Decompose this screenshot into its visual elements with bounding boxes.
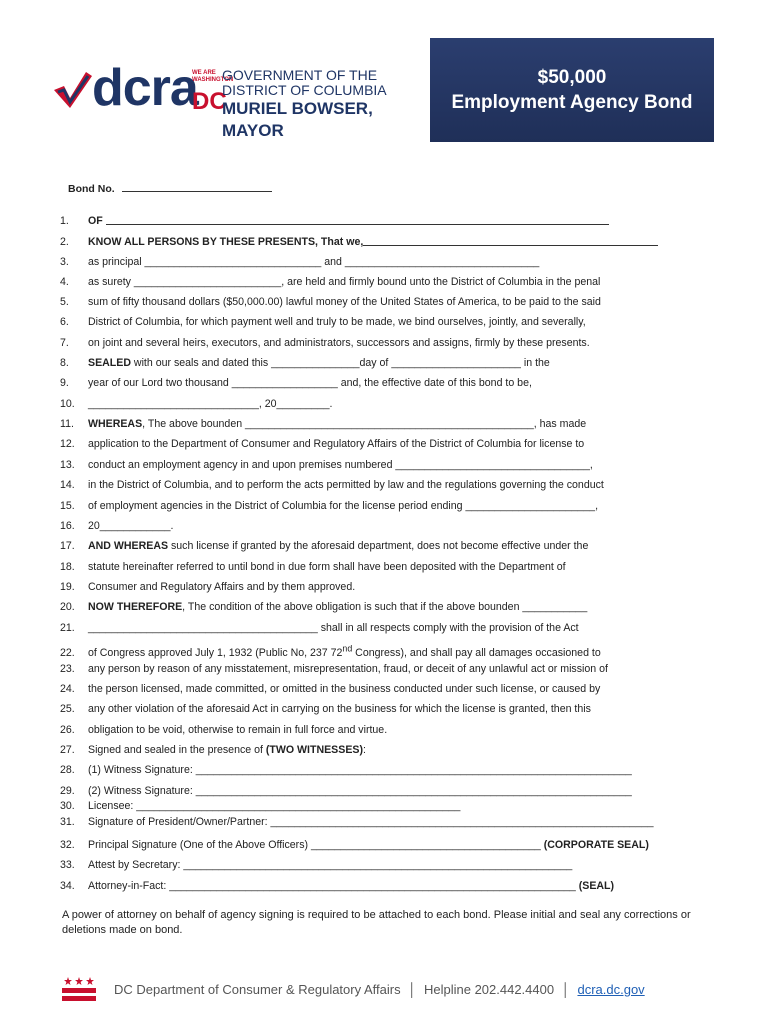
line-number: 27. [60, 744, 75, 756]
bond-line [60, 255, 539, 269]
line-text: any other violation of the aforesaid Act in carrying on the business for which the license is granted, then this [88, 703, 591, 715]
footer-text: DC Department of Consumer & Regulatory Affairs │ Helpline 202.442.4400 │ dcra.dc.gov [114, 982, 645, 997]
dc-mark: DC [192, 88, 227, 115]
line-text: obligation to be void, otherwise to remain in full force and virtue. [88, 724, 388, 736]
bond-line [60, 560, 566, 574]
line-number: 22. [60, 646, 75, 659]
bond-line [60, 763, 632, 777]
bond-line [60, 621, 579, 635]
line-text: _____________________________, 20_________. [88, 398, 333, 410]
line-text: Principal Signature (One of the Above Officers) _______________________________________ (CORPORATE SEAL) [88, 839, 649, 851]
line-number: 3. [60, 256, 69, 268]
mayor-line: MURIEL BOWSER, MAYOR [222, 99, 373, 140]
line-text: WHEREAS, The above bounden _________________________________________________, has made [88, 418, 587, 430]
line-text: sum of fifty thousand dollars ($50,000.00) lawful money of the United States of America, to be paid to the said [88, 296, 601, 308]
we-are-washington-mark: WE ARE WASHINGTON [192, 70, 234, 83]
line-text: (1) Witness Signature: __________________________________________________________________________ [88, 764, 632, 776]
line-text: NOW THEREFORE, The condition of the above obligation is such that if the above bounden ___________ [88, 601, 588, 613]
line-text: Licensee: _______________________________________________________ [88, 800, 461, 812]
line-number: 6. [60, 316, 69, 328]
line-number: 30. [60, 800, 75, 812]
checkmark-logo-icon [52, 68, 92, 110]
line-number: 13. [60, 459, 75, 471]
line-number: 1. [60, 215, 69, 227]
line-number: 34. [60, 880, 75, 892]
line-number: 2. [60, 236, 69, 248]
line-text: of employment agencies in the District of Columbia for the license period ending ______________________, [88, 500, 599, 512]
line-text: (2) Witness Signature: __________________________________________________________________________ [88, 785, 632, 797]
bond-line [60, 641, 601, 660]
gov-line-1: GOVERNMENT OF THE [222, 67, 378, 83]
line-text: year of our Lord two thousand __________________ and, the effective date of this bond to be, [88, 377, 532, 389]
line-text: Attorney-in-Fact: _____________________________________________________________________ (SEAL) [88, 880, 615, 892]
footer-helpline: Helpline 202.442.4400 [423, 982, 555, 997]
bond-title: Employment Agency Bond [451, 92, 693, 113]
bond-line [60, 600, 587, 614]
line-text: of Congress approved July 1, 1932 (Public No, 237 72nd Congress), and shall pay all damages occasioned to [88, 643, 601, 659]
line-text: KNOW ALL PERSONS BY THESE PRESENTS, That we, [88, 236, 658, 248]
line-text: _______________________________________ shall in all respects comply with the provision of the Act [88, 622, 579, 634]
bond-line [60, 235, 658, 249]
line-text: AND WHEREAS such license if granted by the aforesaid department, does not become effective under the [88, 540, 589, 552]
line-number: 28. [60, 764, 75, 776]
bond-line [60, 356, 550, 370]
bond-line [60, 580, 355, 594]
bond-line [60, 437, 584, 451]
line-text: Consumer and Regulatory Affairs and by them approved. [88, 581, 356, 593]
line-text: as surety _________________________, are held and firmly bound unto the District of Columbia in the penal [88, 276, 601, 288]
line-number: 14. [60, 479, 75, 491]
line-number: 17. [60, 540, 75, 552]
bond-line [60, 539, 588, 553]
line-text: OF [88, 215, 609, 227]
line-number: 7. [60, 337, 69, 349]
bond-line [60, 478, 604, 492]
line-number: 19. [60, 581, 75, 593]
line-text: Signature of President/Owner/Partner: _________________________________________________________________ [88, 816, 654, 828]
bond-line [60, 815, 654, 829]
bond-line [60, 682, 600, 696]
line-text: conduct an employment agency in and upon premises numbered _________________________________, [88, 459, 593, 471]
line-text: as principal ______________________________ and _________________________________ [88, 256, 540, 268]
line-text: SEALED with our seals and dated this _______________day of ______________________ in the [88, 357, 550, 369]
bond-line [60, 417, 586, 431]
line-number: 18. [60, 561, 75, 573]
line-number: 4. [60, 276, 69, 288]
bond-line [60, 336, 590, 350]
bond-line [60, 799, 460, 813]
bond-line [60, 784, 632, 798]
line-text: statute hereinafter referred to until bond in due form shall have been deposited with the Department of [88, 561, 566, 573]
line-number: 33. [60, 859, 75, 871]
footer-dept: DC Department of Consumer & Regulatory Affairs [114, 982, 401, 997]
bond-number-field [68, 182, 272, 195]
line-number: 5. [60, 296, 69, 308]
line-number: 15. [60, 500, 75, 512]
line-number: 32. [60, 839, 75, 851]
bond-number-label: Bond No. [68, 183, 115, 195]
line-number: 23. [60, 663, 75, 675]
bond-line [60, 662, 608, 676]
footnote: A power of attorney on behalf of agency signing is required to be attached to each bond. Please initial and seal any corrections or deletions made on bond. [62, 909, 691, 936]
bond-line [60, 499, 598, 513]
dcra-wordmark: dcra [92, 59, 198, 117]
line-number: 11. [60, 418, 74, 430]
bond-line [60, 743, 366, 757]
line-number: 20. [60, 601, 75, 613]
bond-line [60, 214, 609, 228]
line-text: any person by reason of any misstatement, misrepresentation, fraud, or deceit of any unlawful act or mission of [88, 663, 608, 675]
bond-title-box [430, 38, 714, 142]
bond-line [60, 397, 333, 411]
page-footer [62, 974, 722, 1004]
bond-amount: $50,000 [537, 67, 607, 88]
bond-line [60, 723, 387, 737]
bond-line [60, 838, 649, 852]
bond-line [60, 458, 593, 472]
line-number: 10. [60, 398, 75, 410]
line-text: application to the Department of Consumer and Regulatory Affairs of the District of Columbia for license to [88, 438, 585, 450]
line-number: 21. [60, 622, 75, 634]
dcra-logo [52, 59, 432, 140]
bond-line [60, 858, 572, 872]
line-text: District of Columbia, for which payment well and truly to be made, we bind ourselves, jointly, and severally, [88, 316, 586, 328]
line-text: 20____________. [88, 520, 174, 532]
bond-line [60, 879, 614, 893]
bond-line [60, 315, 586, 329]
bond-line [60, 702, 591, 716]
line-number: 9. [60, 377, 69, 389]
government-lines [222, 68, 432, 142]
line-text: Signed and sealed in the presence of (TWO WITNESSES): [88, 744, 366, 756]
line-number: 31. [60, 816, 75, 828]
line-text: on joint and several heirs, executors, and administrators, successors and assigns, firmly by these presents. [88, 337, 590, 349]
bond-line [60, 295, 601, 309]
line-number: 12. [60, 438, 75, 450]
line-text: Attest by Secretary: __________________________________________________________________ [88, 859, 573, 871]
bond-number-blank[interactable] [122, 182, 272, 192]
bond-line [60, 519, 173, 533]
line-number: 26. [60, 724, 75, 736]
line-number: 8. [60, 357, 69, 369]
line-number: 16. [60, 520, 75, 532]
line-number: 29. [60, 785, 75, 797]
line-number: 25. [60, 703, 75, 715]
footer-site-link[interactable]: dcra.dc.gov [577, 982, 645, 997]
bond-line [60, 275, 600, 289]
line-text: the person licensed, made committed, or omitted in the business conducted under such license, or caused by [88, 683, 601, 695]
line-text: in the District of Columbia, and to perform the acts permitted by law and the regulations governing the conduct [88, 479, 604, 491]
dc-flag-icon [62, 976, 96, 1002]
gov-line-2: DISTRICT OF COLUMBIA [222, 82, 387, 98]
line-number: 24. [60, 683, 75, 695]
bond-line [60, 376, 532, 390]
